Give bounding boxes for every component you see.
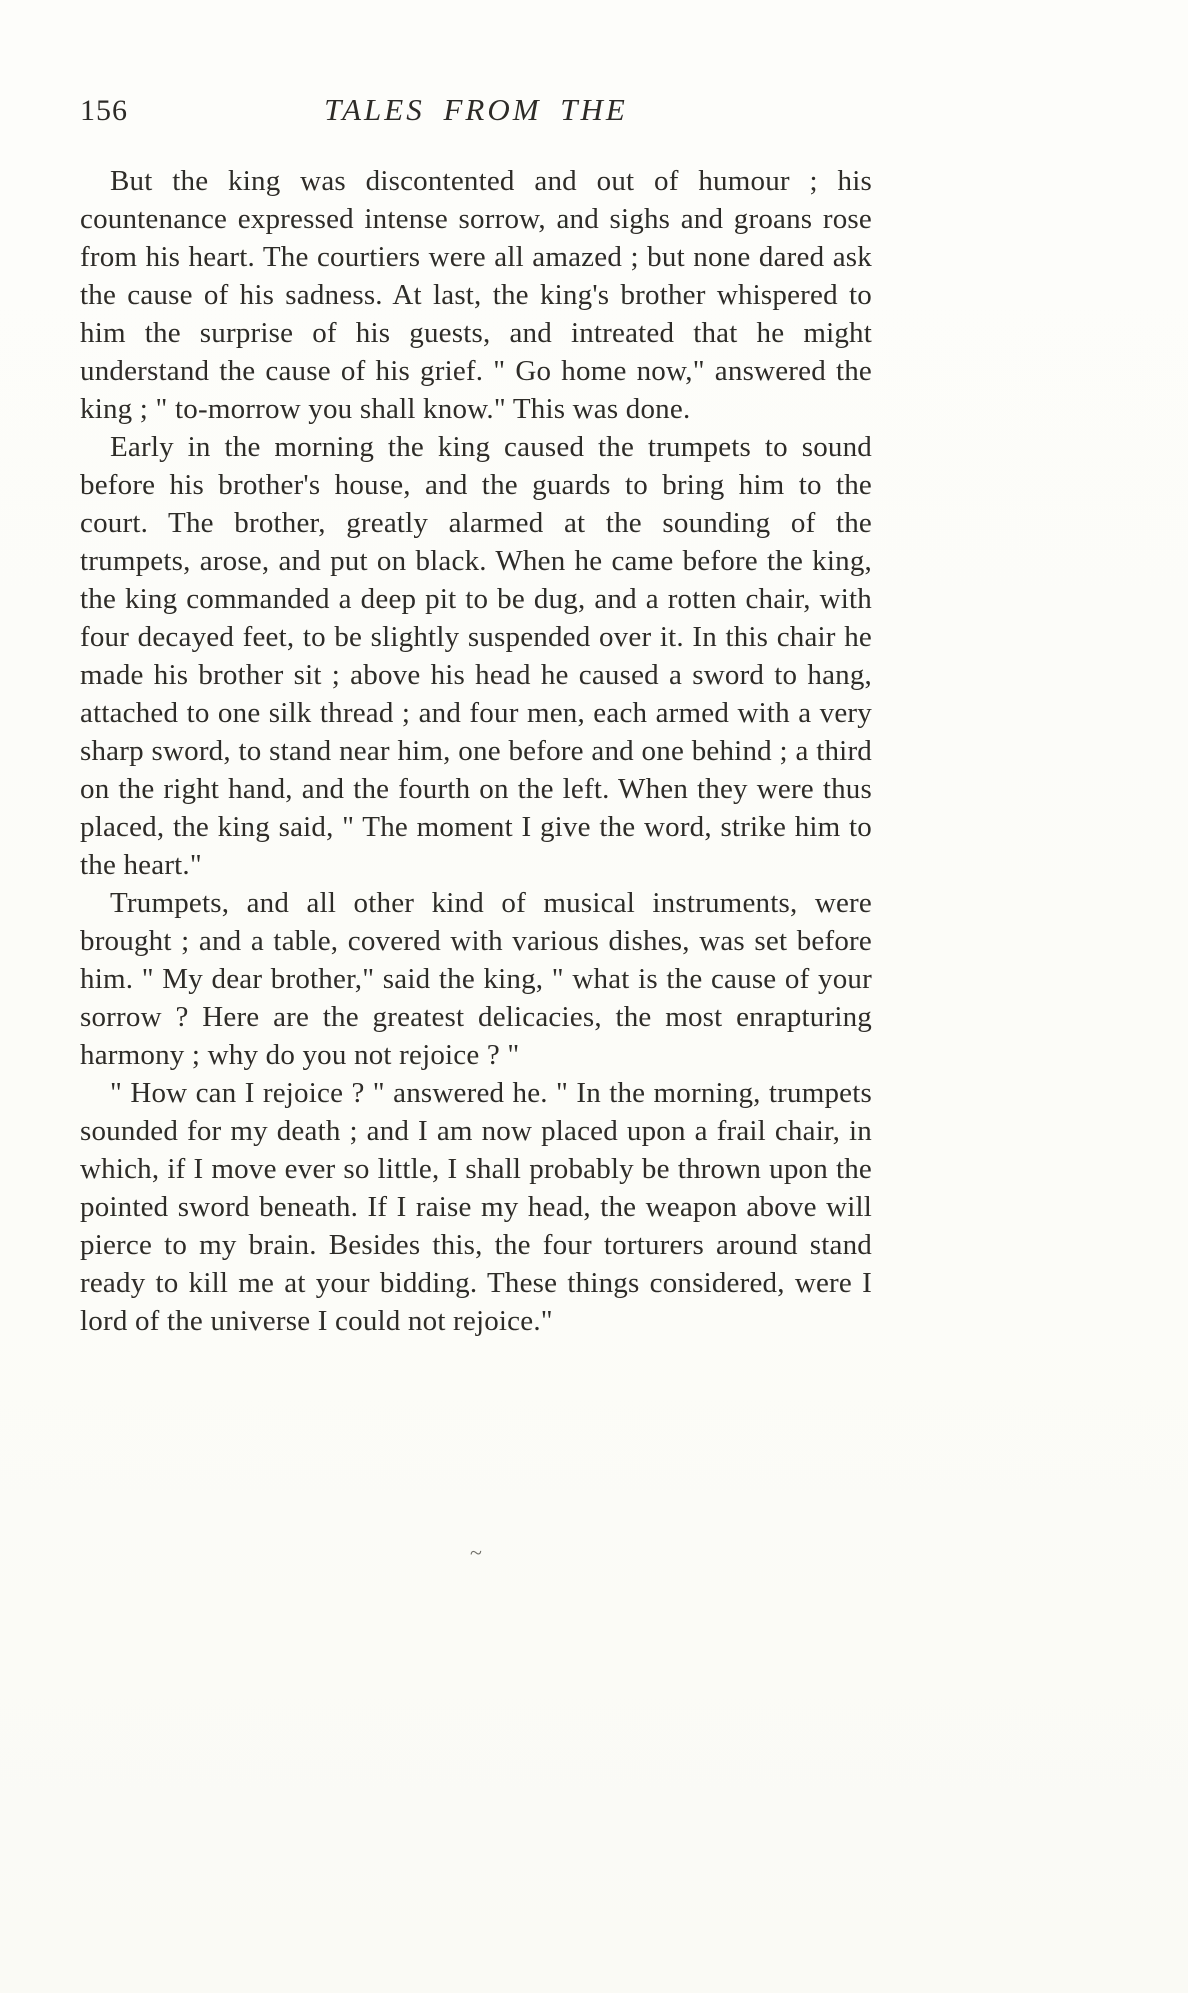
page-header xyxy=(80,92,872,136)
page-number: 156 xyxy=(80,94,128,127)
page-body xyxy=(80,162,872,1340)
paragraph-3: Trumpets, and all other kind of musical instruments, were brought ; and a table, covered with various dishes, was set before him. " My dear brother," said the king, " what is the cause of your sorrow ? Here are the greatest delicacies, the most enrapturing harmony ; why do you not rejoice ? " xyxy=(80,887,872,1071)
footer-mark: ~ xyxy=(470,1540,482,1565)
paragraph-4: " How can I rejoice ? " answered he. " In the morning, trumpets sounded for my death ; and I am now placed upon a frail chair, in which, if I move ever so little, I shall probably be thrown upon the pointed sword beneath. If I raise my head, the weapon above will pierce to my brain. Besides this, the four torturers around stand ready to kill me at your bidding. These things considered, were I lord of the universe I could not rejoice." xyxy=(80,1077,872,1337)
paragraph-2: Early in the morning the king caused the trumpets to sound before his brother's house, and the guards to bring him to the court. The brother, greatly alarmed at the sounding of the trumpets, arose, and put on black. When he came before the king, the king commanded a deep pit to be dug, and a rotten chair, with four decayed feet, to be slightly suspended over it. In this chair he made his brother sit ; above his head he caused a sword to hang, attached to one silk thread ; and four men, each armed with a very sharp sword, to stand near him, one before and one behind ; a third on the right hand, and the fourth on the left. When they were thus placed, the king said, " The moment I give the word, strike him to the heart." xyxy=(80,431,872,881)
text-column xyxy=(80,92,872,1340)
running-header: TALES FROM THE xyxy=(324,92,628,127)
paragraph-1: But the king was discontented and out of humour ; his countenance expressed intense sorrow, and sighs and groans rose from his heart. The courtiers were all amazed ; but none dared ask the cause of his sadness. At last, the king's brother whispered to him the surprise of his guests, and intreated that he might understand the cause of his grief. " Go home now," answered the king ; " to-morrow you shall know." This was done. xyxy=(80,165,872,425)
